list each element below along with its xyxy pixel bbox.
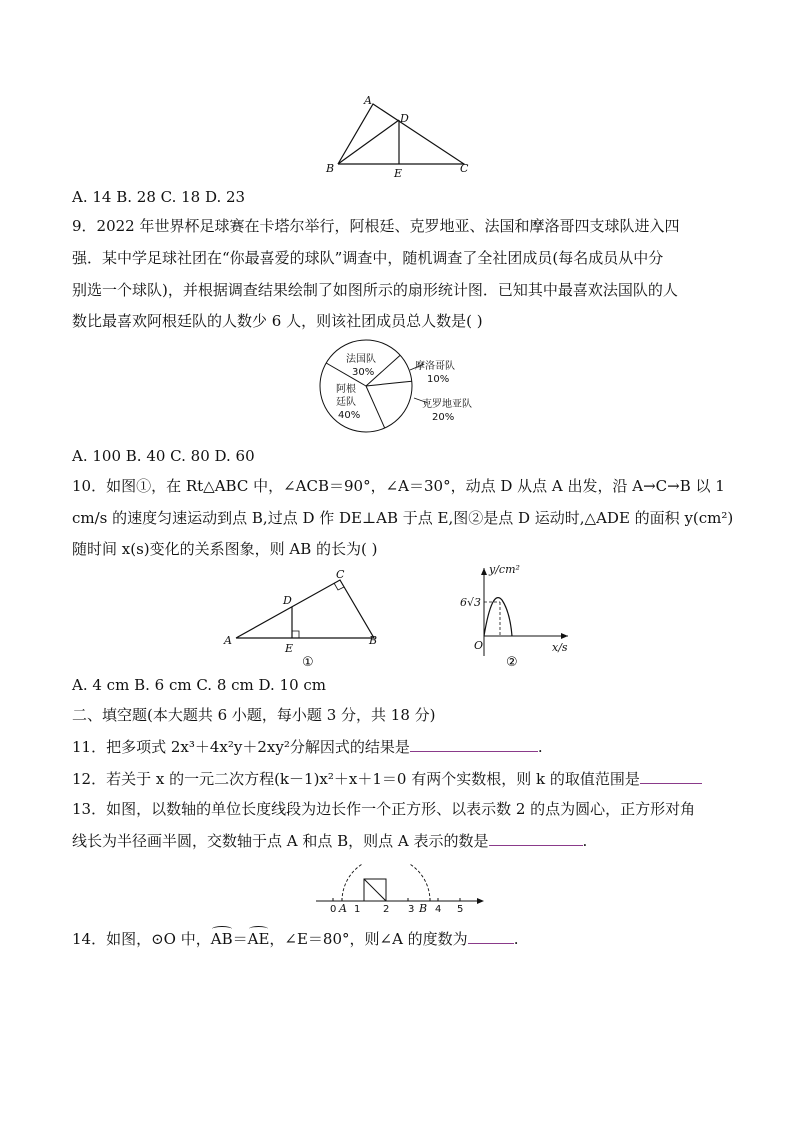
q12-text: 12．若关于 x 的一元二次方程(k－1)x²＋x＋1＝0 有两个实数根，则 k 的取值范围是 — [72, 770, 640, 788]
q9-line3: 别选一个球队)，并根据调查结果绘制了如图所示的扇形统计图．已知其中最喜欢法国队的人 — [72, 281, 678, 299]
q14 — [72, 929, 518, 949]
q9-line2: 强．某中学足球社团在“你最喜爱的球队”调查中，随机调查了全社团成员(每名成员从中分 — [72, 249, 664, 267]
q13-tick-2: 2 — [383, 904, 390, 914]
q11-answer-blank[interactable] — [410, 737, 538, 752]
q12 — [72, 769, 702, 789]
q11-end: . — [537, 738, 543, 756]
q14-eq: ＝ — [232, 930, 248, 948]
q10-line1: 10．如图①，在 Rt△ABC 中，∠ACB＝90°，∠A＝30°，动点 D 从点 A 出发，沿 A→C→B 以 1 — [72, 477, 725, 495]
q13-tick-3: 3 — [408, 904, 415, 914]
q13-number-line-figure — [312, 864, 488, 914]
q9-line4: 数比最喜欢阿根廷队的人数少 6 人，则该社团成员总人数是( ) — [72, 312, 483, 330]
q13-tick-a: A — [339, 902, 347, 914]
q10-fig1-caption: ① — [302, 655, 314, 670]
q8-label-a: A — [364, 94, 372, 107]
q14-answer-blank[interactable] — [468, 929, 514, 944]
q13-line1: 13．如图，以数轴的单位长度线段为边长作一个正方形、以表示数 2 的点为圆心，正方形对角 — [72, 800, 696, 818]
pie-label-morocco: 摩洛哥队 — [415, 361, 455, 372]
pie-slice-boundary-2 — [366, 381, 412, 386]
q10-f1-label-e: E — [285, 642, 294, 655]
q10-f1-label-a: A — [224, 634, 232, 647]
q13-tick-b: B — [419, 902, 428, 914]
q10-figure-2 — [448, 560, 578, 672]
q11 — [72, 737, 543, 757]
q13-tick-4: 4 — [435, 904, 442, 914]
q10-f2-origin: O — [474, 639, 484, 652]
q14-suffix: ，∠E＝80°，则∠A 的度数为 — [269, 930, 468, 948]
q8-label-e: E — [394, 167, 403, 180]
q10-line3: 随时间 x(s)变化的关系图象，则 AB 的长为( ) — [72, 540, 378, 558]
q10-f1-label-d: D — [283, 594, 292, 607]
q9-pie-chart — [310, 336, 490, 436]
q13-tick-1: 1 — [354, 904, 361, 914]
q14-prefix: 14．如图，⊙O 中， — [72, 930, 211, 948]
q10-options: A. 4 cm B. 6 cm C. 8 cm D. 10 cm — [72, 676, 327, 694]
pie-label-france: 法国队 — [346, 354, 376, 365]
q14-arc-ae: AE — [247, 930, 270, 948]
q13-line2: 线长为半径画半圆，交数轴于点 A 和点 B，则点 A 表示的数是 — [72, 832, 489, 850]
pie-label-croatia: 克罗地亚队 — [422, 399, 472, 410]
q11-text: 11．把多项式 2x³＋4x²y＋2xy²分解因式的结果是 — [72, 738, 410, 756]
pie-value-morocco: 10% — [427, 374, 450, 385]
q10-f1-label-b: B — [369, 634, 378, 647]
q14-end: . — [513, 930, 519, 948]
q13-end: . — [582, 832, 588, 850]
pie-value-france: 30% — [352, 367, 375, 378]
q12-answer-blank[interactable] — [640, 769, 702, 784]
q8-triangle-figure — [320, 92, 480, 180]
pie-label-argentina-2: 廷队 — [336, 397, 356, 408]
q9-line1: 9．2022 年世界杯足球赛在卡塔尔举行，阿根廷、克罗地亚、法国和摩洛哥四支球队进入四 — [72, 217, 680, 235]
q10-f2-y-axis-label: y/cm² — [489, 563, 520, 576]
q14-arc-ab: AB — [210, 930, 233, 948]
q8-label-b: B — [326, 162, 335, 175]
section-2-title: 二、填空题(本大题共 6 小题，每小题 3 分，共 18 分) — [72, 706, 436, 724]
q13-answer-blank[interactable] — [489, 831, 583, 846]
q10-f2-peak-label: 6√3 — [460, 596, 482, 609]
q8-label-d: D — [400, 112, 409, 125]
q10-fig2-caption: ② — [506, 655, 518, 670]
pie-value-croatia: 20% — [432, 412, 455, 423]
q10-line2: cm/s 的速度匀速运动到点 B,过点 D 作 DE⊥AB 于点 E,图②是点 D 运动时,△ADE 的面积 y(cm²) — [72, 509, 734, 527]
q13-line2-wrap — [72, 831, 587, 851]
q13-tick-0: 0 — [330, 904, 337, 914]
q9-options: A. 100 B. 40 C. 80 D. 60 — [72, 447, 255, 465]
pie-label-argentina-1: 阿根 — [336, 384, 356, 395]
q10-figure-1 — [222, 566, 392, 672]
q8-label-c: C — [460, 162, 469, 175]
q8-options: A. 14 B. 28 C. 18 D. 23 — [72, 188, 246, 206]
q10-f2-x-axis-label: x/s — [552, 641, 568, 654]
pie-slice-boundary-3 — [366, 386, 385, 428]
q10-f1-label-c: C — [336, 568, 345, 581]
q13-tick-5: 5 — [457, 904, 464, 914]
pie-value-argentina: 40% — [338, 410, 361, 421]
